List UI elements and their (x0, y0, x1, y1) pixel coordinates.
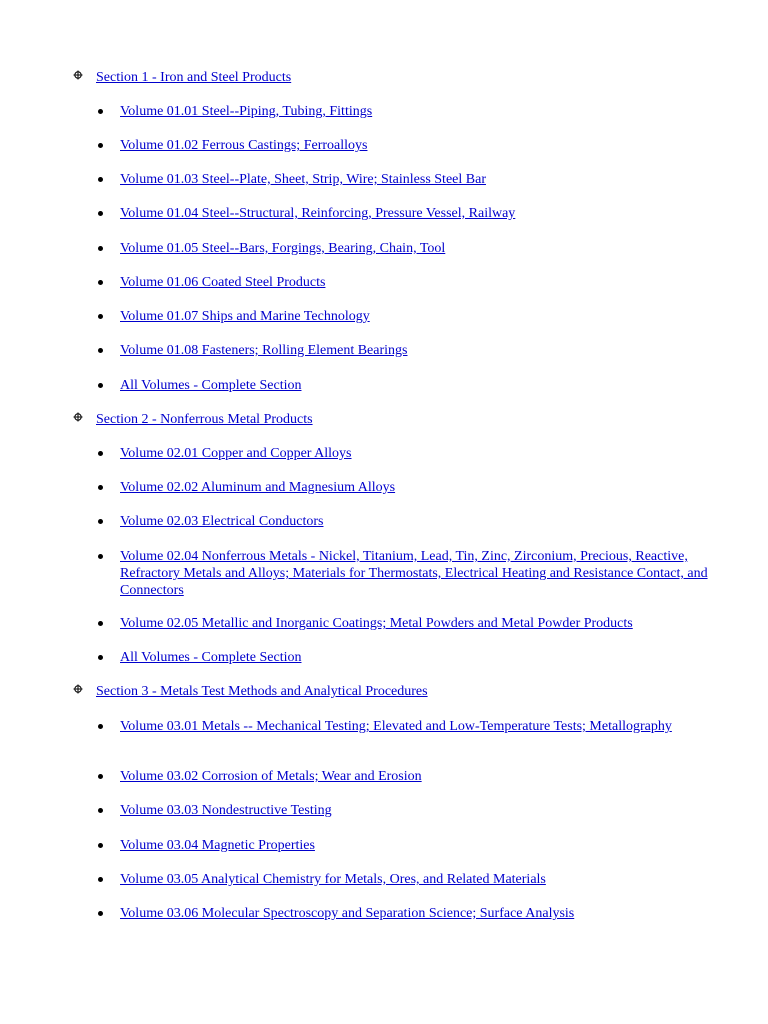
disc-bullet-icon (98, 843, 103, 848)
volume-link[interactable]: Volume 02.03 Electrical Conductors (120, 514, 324, 529)
volume-link[interactable]: Volume 03.04 Magnetic Properties (120, 838, 315, 853)
volume-link[interactable]: Volume 01.03 Steel--Plate, Sheet, Strip, Wire; Stainless Steel Bar (120, 172, 486, 187)
volume-link[interactable]: Volume 02.04 Nonferrous Metals - Nickel, Titanium, Lead, Tin, Zinc, Zirconium, Precious, Reactive, Refractory Metals and Alloys; Materials for Thermostats, Electrical Heating and Resistance Contact, and Connectors (120, 549, 708, 598)
disc-bullet-icon (98, 143, 103, 148)
circled-plus-icon (72, 69, 84, 81)
disc-bullet-icon (98, 280, 103, 285)
section-link[interactable]: Section 1 - Iron and Steel Products (96, 70, 292, 85)
volume-link[interactable]: All Volumes - Complete Section (120, 378, 302, 393)
disc-bullet-icon (98, 519, 103, 524)
disc-bullet-icon (98, 485, 103, 490)
disc-bullet-icon (98, 621, 103, 626)
volume-link[interactable]: Volume 02.05 Metallic and Inorganic Coatings; Metal Powders and Metal Powder Products (120, 616, 633, 631)
volume-link[interactable]: All Volumes - Complete Section (120, 650, 302, 665)
disc-bullet-icon (98, 724, 103, 729)
volume-link[interactable]: Volume 01.04 Steel--Structural, Reinforcing, Pressure Vessel, Railway (120, 206, 516, 221)
volume-link[interactable]: Volume 02.01 Copper and Copper Alloys (120, 446, 352, 461)
disc-bullet-icon (98, 554, 103, 559)
disc-bullet-icon (98, 177, 103, 182)
disc-bullet-icon (98, 348, 103, 353)
disc-bullet-icon (98, 246, 103, 251)
volume-link[interactable]: Volume 01.07 Ships and Marine Technology (120, 309, 370, 324)
volume-link[interactable]: Volume 01.06 Coated Steel Products (120, 275, 326, 290)
disc-bullet-icon (98, 877, 103, 882)
disc-bullet-icon (98, 383, 103, 388)
disc-bullet-icon (98, 314, 103, 319)
volume-link[interactable]: Volume 01.01 Steel--Piping, Tubing, Fittings (120, 104, 373, 119)
volume-link[interactable]: Volume 01.08 Fasteners; Rolling Element Bearings (120, 343, 408, 358)
section-link[interactable]: Section 3 - Metals Test Methods and Analytical Procedures (96, 684, 428, 699)
volume-link[interactable]: Volume 03.02 Corrosion of Metals; Wear and Erosion (120, 769, 422, 784)
volume-link[interactable]: Volume 03.05 Analytical Chemistry for Metals, Ores, and Related Materials (120, 872, 546, 887)
volume-link[interactable]: Volume 01.05 Steel--Bars, Forgings, Bearing, Chain, Tool (120, 241, 446, 256)
disc-bullet-icon (98, 808, 103, 813)
volume-link[interactable]: Volume 02.02 Aluminum and Magnesium Alloys (120, 480, 396, 495)
volume-link[interactable]: Volume 01.02 Ferrous Castings; Ferroalloys (120, 138, 368, 153)
volume-link[interactable]: Volume 03.01 Metals -- Mechanical Testing; Elevated and Low-Temperature Tests; Metallography (120, 719, 672, 734)
disc-bullet-icon (98, 211, 103, 216)
volume-link[interactable]: Volume 03.03 Nondestructive Testing (120, 803, 332, 818)
circled-plus-icon (72, 411, 84, 423)
disc-bullet-icon (98, 109, 103, 114)
section-link[interactable]: Section 2 - Nonferrous Metal Products (96, 412, 313, 427)
volume-link[interactable]: Volume 03.06 Molecular Spectroscopy and Separation Science; Surface Analysis (120, 906, 575, 921)
circled-plus-icon (72, 683, 84, 695)
disc-bullet-icon (98, 774, 103, 779)
disc-bullet-icon (98, 655, 103, 660)
disc-bullet-icon (98, 451, 103, 456)
disc-bullet-icon (98, 911, 103, 916)
